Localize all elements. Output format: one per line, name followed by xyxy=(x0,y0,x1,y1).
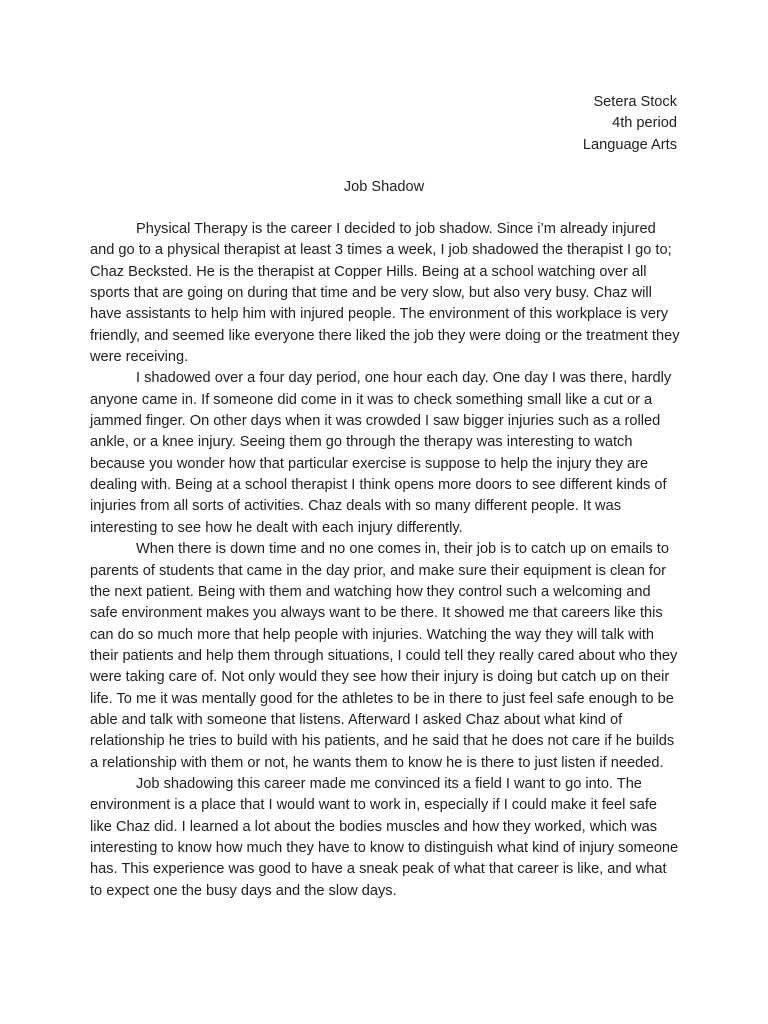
essay-paragraph: When there is down time and no one comes in, their job is to catch up on emails to parents of students that came in the day prior, and make sure their equipment is clean for the next patient. Being with them and watching how they control such a welcoming and safe environment makes you always want to be there. It showed me that careers like this can do so much more that help people with injuries. Watching the way they will talk with their patients and help them through situations, I could tell they really cared about who they were taking care of. Not only would they see how their injury is doing but catch up on their life. To me it was mentally good for the athletes to be in there to just feel safe enough to be able and talk with someone that listens. Afterward I asked Chaz about what kind of relationship he tries to build with his patients, and he said that he does not care if he builds a relationship with them or not, he wants them to know he is there to just listen if needed. xyxy=(90,541,678,771)
class-subject: Language Arts xyxy=(582,136,677,153)
essay-paragraph: I shadowed over a four day period, one hour each day. One day I was there, hardly anyone came in. If someone did come in it was to check something small like a cut or a jammed finger. On other days when it was crowded I saw bigger injuries such as a rolled ankle, or a knee injury. Seeing them go through the therapy was interesting to watch because you wonder how that particular exercise is suppose to help the injury they are dealing with. Being at a school therapist I think opens more doors to see different kinds of injuries from all sorts of activities. Chaz deals with so many different people. It was interesting to see how he dealt with each injury differently. xyxy=(90,370,672,536)
author-name: Setera Stock xyxy=(593,94,677,110)
author-header xyxy=(583,92,677,156)
class-period: 4th period xyxy=(612,115,677,132)
document-title: Job Shadow xyxy=(343,179,425,195)
essay-body xyxy=(90,219,680,902)
essay-paragraph: Job shadowing this career made me convinced its a field I want to go into. The environment is a place that I would want to work in, especially if I could make it feel safe like Chaz did. I learned a lot about the bodies muscles and how they worked, which was interesting to know how much they have to know to distinguish what kind of injury someone has. This experience was good to have a sneak peak of what that career is like, and what to expect one the busy days and the slow days. xyxy=(90,775,679,899)
essay-paragraph: Physical Therapy is the career I decided to job shadow. Since i’m already injured and go to a physical therapist at least 3 times a week, I job shadowed the therapist I go to; Chaz Becksted. He is the therapist at Copper Hills. Being at a school watching over all sports that are going on during that time and be very slow, but also very busy. Chaz will have assistants to help him with injured people. The environment of this workplace is very friendly, and seemed like everyone there liked the job they were doing or the treatment they were receiving. xyxy=(90,221,680,366)
